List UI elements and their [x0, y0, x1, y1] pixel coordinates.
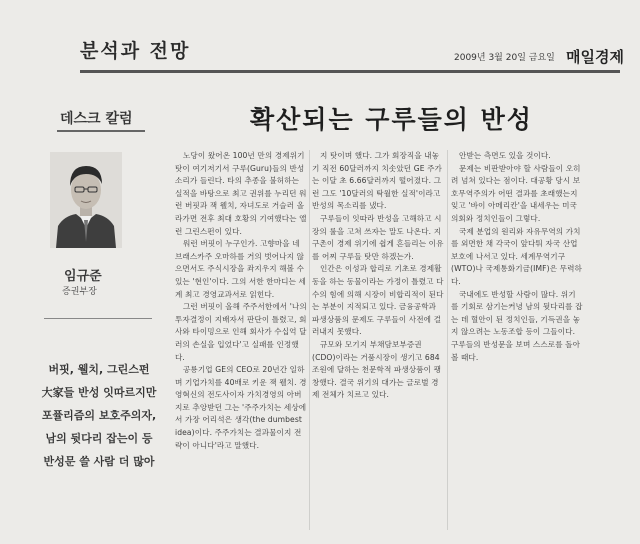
- section-title: 분석과 전망: [80, 40, 191, 62]
- column-divider: [309, 150, 310, 530]
- body-paragraph: 문제는 비판받아야 할 사람들이 오히려 넘쳐 있다는 점이다. 대공황 당시 보호무역주의가 어떤 결과를 초래했는지 잊고 '바이 아메리칸'을 내세우는 미국 의회와 정치인들이 그렇다.: [451, 163, 581, 223]
- author-title: 증권부장: [62, 287, 97, 297]
- author-photo: [50, 152, 122, 248]
- body-paragraph: 워런 버핏이 누구인가. 고향마을 네브래스카주 오마하를 거의 벗어나지 않으면서도 주식시장을 좌지우지 해볼 수 있는 '현인'이다. 그의 서한 한마디는 세계 최고 경영교과서로 읽힌다.: [175, 239, 306, 299]
- body-column-2: [312, 150, 444, 402]
- body-column-1: [175, 150, 307, 452]
- body-paragraph: 국제 분업의 원리와 자유무역의 가치를 외면한 채 각국이 앞다퉈 자국 산업 보호에 나서고 있다. 세계무역기구(WTO)나 국제통화기금(IMF)은 무력하다.: [451, 226, 582, 286]
- body-paragraph: 인간은 이성과 합리로 기초로 경제활동을 하는 동물이라는 가정이 틀렸고 다수의 힘에 의해 시장이 비합리적이 된다는 부분이 지적되고 있다. 금융공학과 파생상품의 문제도 구루들이 사전에 걸러내지 못했다.: [312, 264, 444, 337]
- body-paragraph: 공룡기업 GE의 CEO로 20년간 일하며 기업가치를 40배로 키운 잭 웰치. 경영혁신의 전도사이자 가치경영의 아버지로 추앙받던 그는 '주주가치는 세상에서 가장 어리석은 생각(the dumbest idea)이다. 주주가치는 결과물이지 전략이 아니다'라고 말했다.: [175, 365, 307, 450]
- pull-quote-line: 남의 뒷다리 잡는이 등: [45, 432, 153, 445]
- pull-quote-line: 大家들 반성 잇따르지만: [41, 386, 157, 399]
- body-paragraph: 안받는 측면도 있을 것이다.: [459, 151, 551, 160]
- pull-quote-line: 버핏, 웰치, 그린스펀: [48, 363, 150, 376]
- column-divider: [447, 150, 448, 530]
- pull-quote-line: 포퓰리즘의 보호주의자,: [41, 409, 157, 422]
- body-paragraph: 규모와 모기지 부채담보부증권(CDO)이라는 거품시장이 생기고 684조원에 달하는 천문학적 파생상품이 팽창했다. 결국 위기의 대가는 글로벌 경제 전체가 치르고 있다.: [312, 339, 442, 400]
- column-label-underline: [57, 130, 145, 132]
- author-divider: [44, 318, 152, 319]
- author-portrait-icon: [50, 152, 122, 248]
- body-paragraph: 구루들이 잇따라 반성을 고해하고 시장의 룰을 고쳐 쓰자는 말도 나온다. 지구촌이 경제 위기에 쉽게 흔들리는 이유를 어찌 구루들 탓만 하겠는가.: [312, 213, 444, 261]
- pull-quote-line: 반성문 쓸 사람 더 많아: [43, 455, 155, 468]
- author-name: 임규준: [64, 269, 102, 284]
- headline: 확산되는 구루들의 반성: [250, 105, 533, 134]
- body-column-3: [451, 150, 583, 364]
- publication-date: 2009년 3월 20일 금요일: [454, 53, 555, 63]
- body-paragraph: 노당이 왔어온 100년 만의 경제위기 탓이 여기저기서 구루(Guru)들의 반성 소리가 들린다. 타의 추종을 불허하는 실적을 바탕으로 최고 권위를 누리던 워런 버핏과 잭 웰치, 자녀도로 거슬러 올라가면 전후 최대 호황의 기여했다는 앨런 그린스펀이 있다.: [175, 151, 307, 236]
- pull-quote: [30, 358, 168, 473]
- body-paragraph: 국내에도 반성할 사람이 많다. 위기를 기회로 삼기는커녕 남의 뒷다리를 잡는 데 혈안이 된 정치인들, 기득권을 놓지 않으려는 노동조합 등이 그들이다. 구루들의 반성문을 보며 스스로를 돌아볼 때다.: [451, 289, 583, 362]
- column-label: 데스크 칼럼: [60, 111, 133, 127]
- header-rule: [80, 70, 620, 73]
- masthead: 매일경제: [566, 48, 624, 66]
- body-paragraph: 그런 버핏이 올해 주주서한에서 '나의 투자결정이 지배자서 판단이 틀렸고, 회사와 타이밍으로 인해 회사가 수십억 달러의 손실을 입었다'고 실패를 인정했다.: [175, 302, 307, 362]
- body-paragraph: 지 탓이며 했다. 그가 회장직을 내놓기 직전 60달러까지 치솟았던 GE 주가는 이달 초 6.66달러까지 떨어졌다. 그런 그도 '10달러의 탁월한 실적'이라고 반성의 목소리를 냈다.: [312, 151, 442, 211]
